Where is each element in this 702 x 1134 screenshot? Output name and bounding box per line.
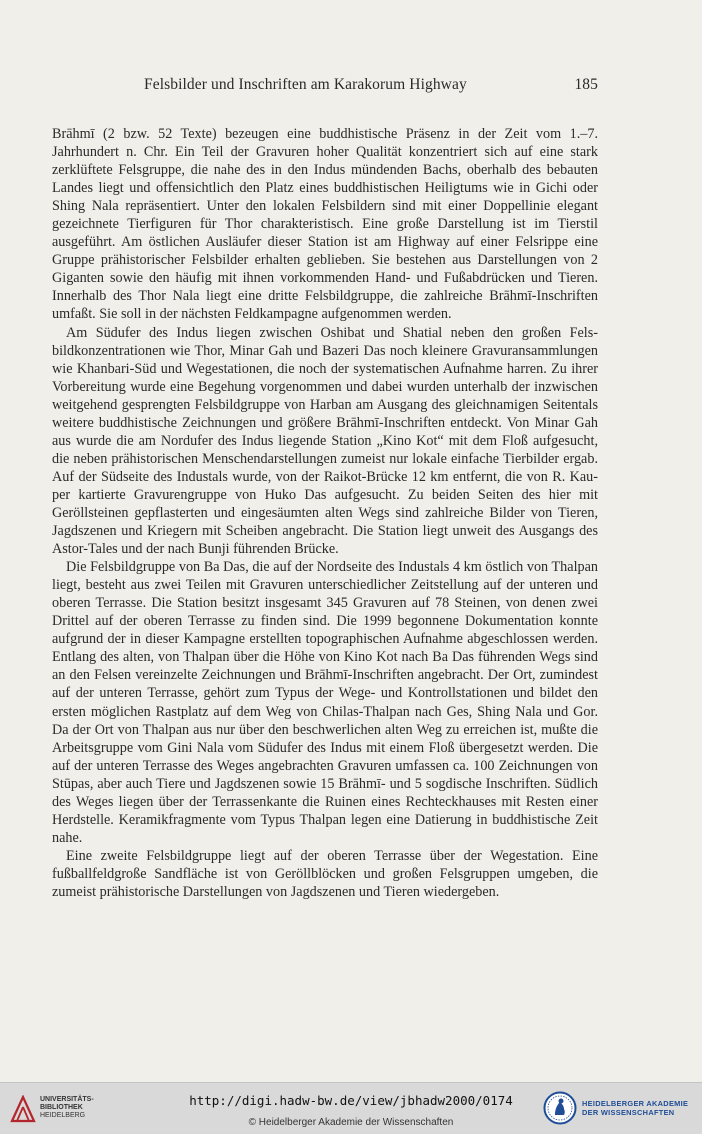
library-line-2: BIBLIOTHEK	[40, 1104, 83, 1111]
page-number: 185	[574, 76, 598, 93]
library-line-3: HEIDELBERG	[40, 1112, 86, 1119]
paragraph: Am Südufer des Indus liegen zwischen Oshibat und Shatial neben den großen Felsbildkonzentrationen wie Thor, Minar Gah und Bazeri Das noch kleinere Gravuransammlungen wie Khanbari-Süd und Wegestationen, die noch der systematischen Aufnahme harren. Zu ihrer Vorbereitung wurde eine Begehung vorgenommen und dabei wurden unterhalb der inzwischen weitgehend gesprengten Felsbildgruppe von Harban am Ausgang des gleichnamigen Seitentals weitere buddhistische Zeichnungen und größere Brāhmī-Inschriften entdeckt. Von Minar Gah aus wurde die am Nordufer des Indus liegende Station „Kino Kot“ mit dem Floß aufgesucht, die neben prähistorischen Menschendarstellungen zumeist nur lokale einfache Tierbilder ergab. Auf der Südseite des Industals wurde, von der Raikot-Brücke 12 km entfernt, die von R. Kauper kartierte Gravurengruppe von Huko Das aufgesucht. Zu beiden Seiten des hier mit Geröllsteinen gepflasterten und eingesäumten alten Wegs sind zahlreiche Bilder von Tieren, Jagdszenen und Kriegern mit Scheiben angebracht. Die Station liegt unweit des Ausgangs des Astor-Tales und der nach Bunji führenden Brücke.	[52, 324, 598, 558]
running-title: Felsbilder und Inschriften am Karakorum Highway	[144, 76, 467, 93]
paragraph: Eine zweite Felsbildgruppe liegt auf der oberen Terrasse über der Wegestation. Eine fußballfeldgroße Sandfläche ist von Geröllblöcken und großen Felsgruppen umgeben, die zumeist prähistorische Darstellungen von Jagdszenen und Tieren wiedergeben.	[52, 847, 598, 900]
viewer-footer	[0, 1082, 702, 1134]
academy-line-1: HEIDELBERGER AKADEMIE	[582, 1099, 689, 1108]
academy-seal-icon[interactable]	[543, 1091, 577, 1125]
body-text	[52, 125, 598, 901]
academy-line-2: DER WISSENSCHAFTEN	[582, 1108, 675, 1117]
copyright-notice: © Heidelberger Akademie der Wissenschaften	[248, 1117, 454, 1128]
paragraph: Brāhmī (2 bzw. 52 Texte) bezeugen eine buddhistische Präsenz in der Zeit vom 1.–7. Jahrhundert n. Chr. Ein Teil der Gravuren hoher Qualität konzentriert sich auf eine stark zerklüftete Felsgruppe, die nahe des in den Indus mündenden Bachs, oberhalb des bebauten Landes liegt und offensichtlich den Platz eines buddhistischen Heiligtums wie in Gichi oder Shing Nala repräsentiert. Unter den lokalen Felsbildern sind mit einer Doppellinie elegant gezeichnete Tierfiguren für Thor charakteristisch. Eine große Darstellung ist im Tierstil ausgeführt. Am östlichen Ausläufer dieser Station ist am Highway auf einer Felsrippe eine Gruppe prähistorischer Felsbilder erhalten geblieben. Sie bestehen aus Darstellungen von 2 Giganten sowie den häufig mit ihnen vorkommenden Hand- und Fußabdrücken und Tieren. Innerhalb des Thor Nala liegt eine dritte Felsbildgruppe, die zahlreiche Brāhmī-Inschriften umfaßt. Sie soll in der nächsten Feldkampagne aufgenommen werden.	[52, 126, 598, 323]
library-line-1: UNIVERSITÄTS-	[40, 1096, 94, 1103]
permalink-url[interactable]: http://digi.hadw-bw.de/view/jbhadw2000/0174	[189, 1093, 513, 1108]
academy-wordmark[interactable]	[582, 1099, 688, 1117]
paragraph: Die Felsbildgruppe von Ba Das, die auf der Nordseite des Industals 4 km östlich von Thalpan liegt, besteht aus zwei Teilen mit Gravuren unterschiedlicher Zeitstellung auf der unteren und oberen Terrasse. Die Station besitzt insgesamt 345 Gravuren auf 78 Steinen, von denen zwei Drittel auf der oberen Terrasse zu finden sind. Die 1999 begonnene Dokumentation konnte aufgrund der in dieser Kampagne erstellten topographischen Aufnahme abgeschlossen werden. Entlang des alten, von Thalpan über die Höhe von Kino Kot nach Ba Das führenden Wegs sind an den Felsen vereinzelte Zeichnungen und Brāhmī-Inschriften angebracht. Der Ort, zumindest auf der unteren Terrasse, gehört zum Typus der Wege- und Kontrollstationen und bildet den ersten möglichen Rastplatz auf dem Weg von Chilas-Thalpan nach Ges, Shing Nala und Gor. Da der Ort von Thalpan aus nur über den beschwerlichen alten Weg zu erreichen ist, mußte die Arbeitsgruppe vom Gini Nala vom Südufer des Indus mit einem Floß übergesetzt werden. Die auf der unteren Terrasse des Weges angebrachten Gravuren umfassen ca. 100 Zeichnungen von Stūpas, aber auch Tiere und Jagdszenen sowie 15 Brāhmī- und 5 sogdische Inschriften. Südlich des Weges liegen über der Terrassenkante die Ruinen eines Rechteckhauses mit Resten einer Herdstelle. Keramikfragmente vom Typus Thalpan legen eine Datierung in buddhistische Zeit nahe.	[52, 559, 598, 846]
running-header	[52, 76, 598, 98]
